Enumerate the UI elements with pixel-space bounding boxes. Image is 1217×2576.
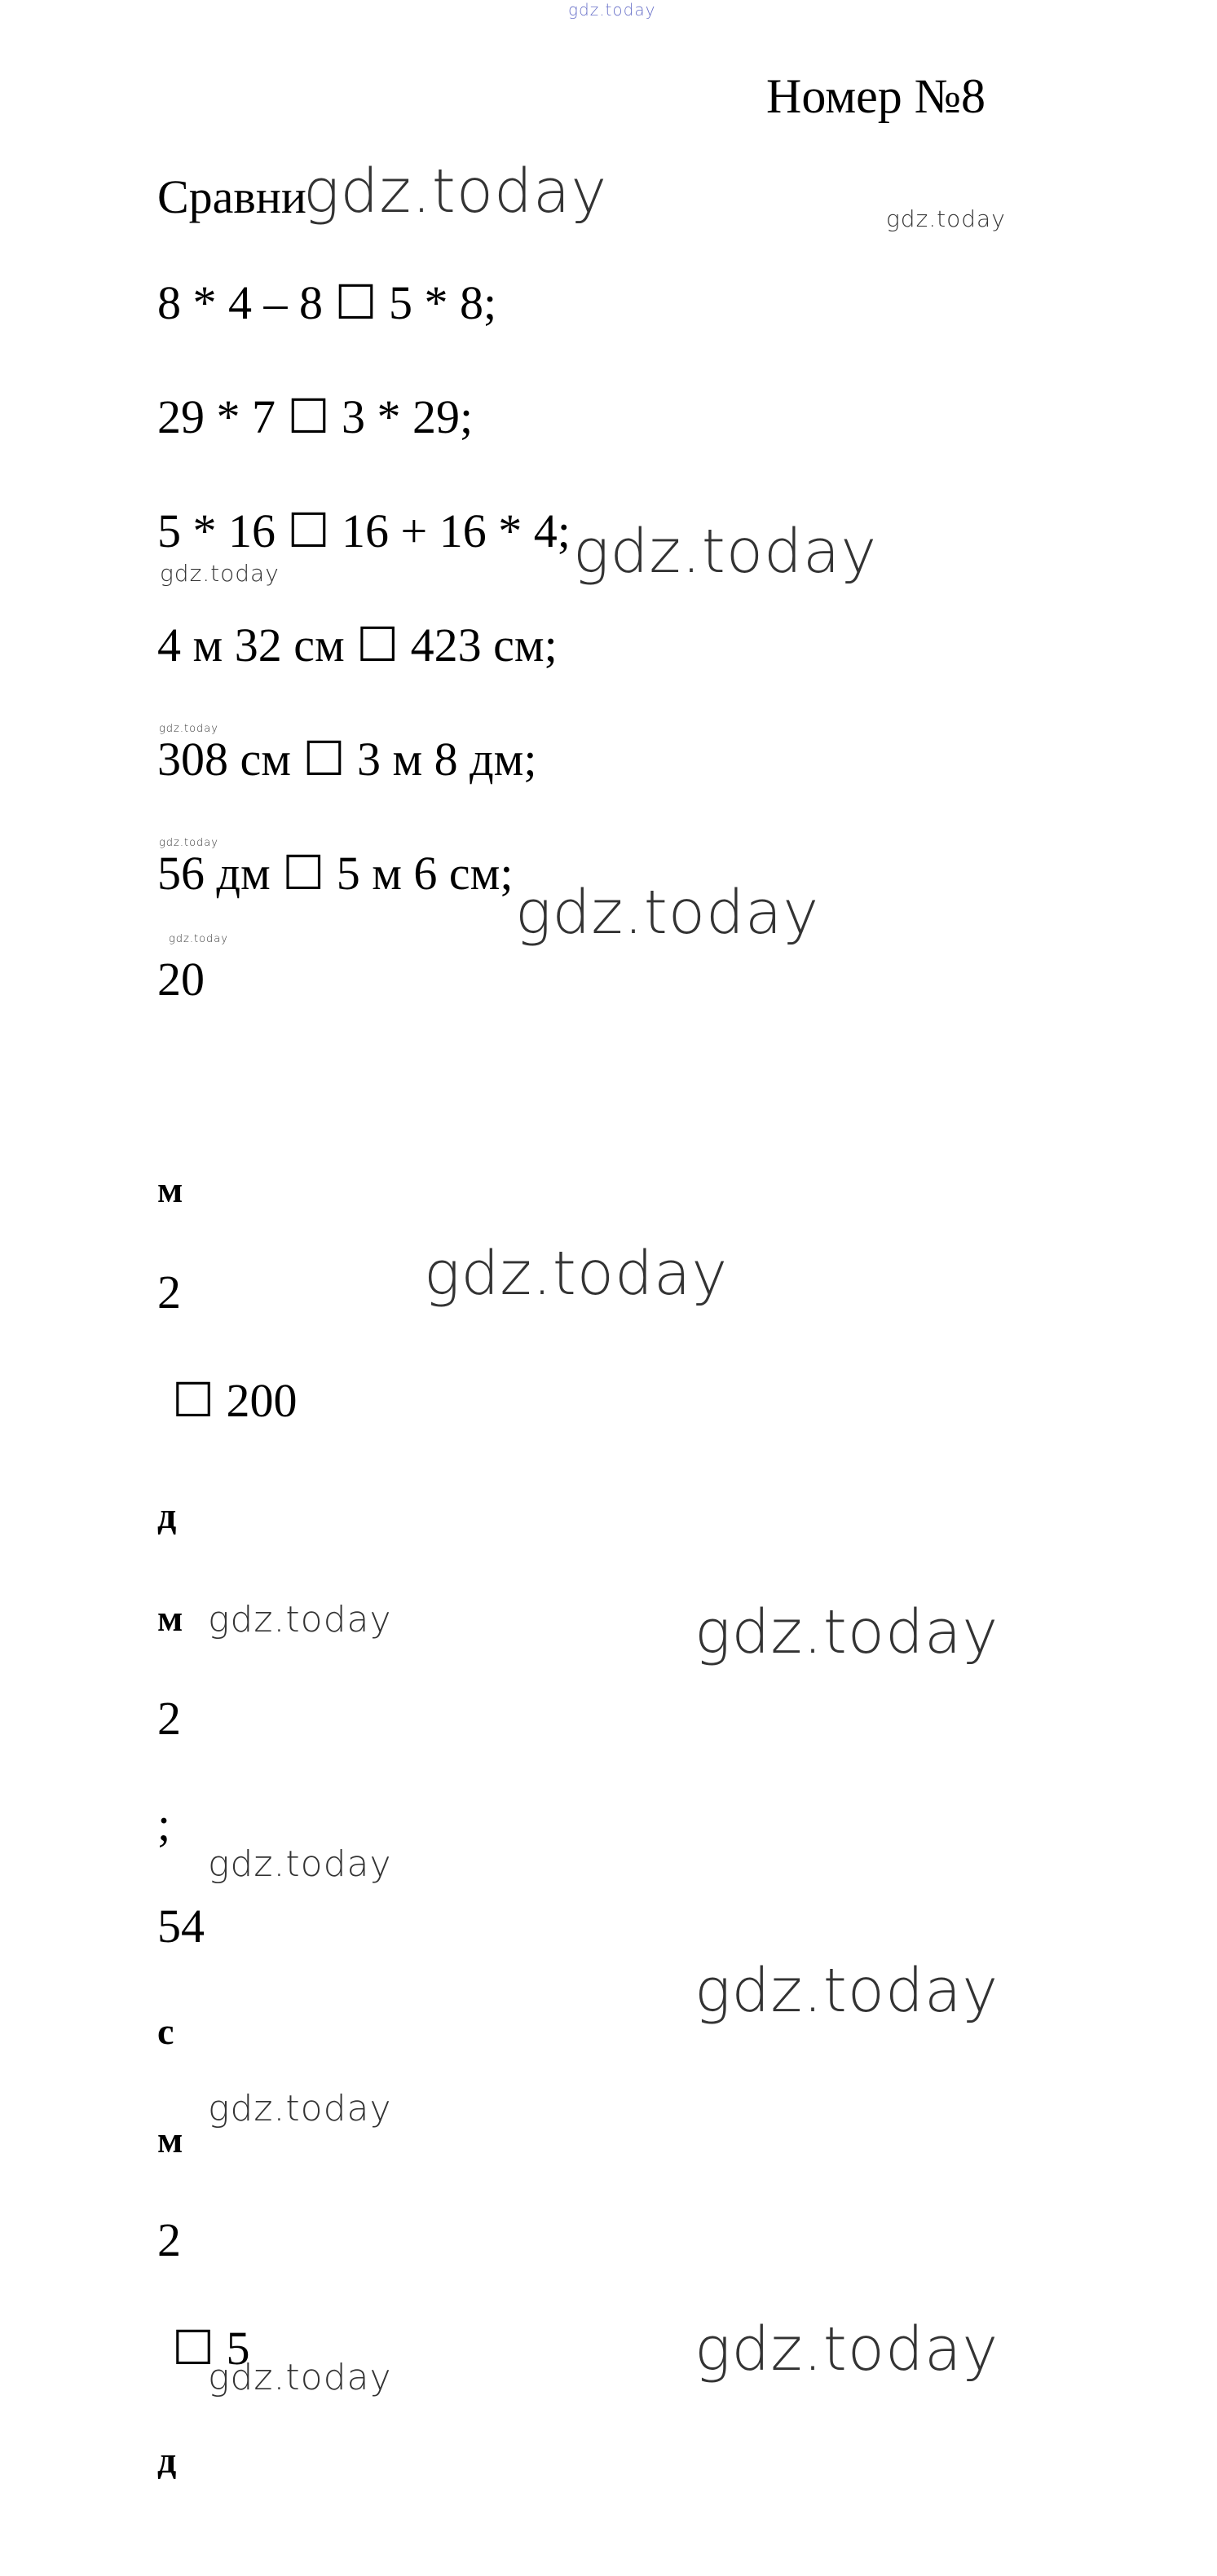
watermark: gdz.today: [208, 1843, 392, 1885]
expression-4: 4 м 32 см ☐ 423 см;: [157, 619, 558, 672]
watermark: gdz.today: [568, 0, 656, 20]
expression-3: 5 * 16 ☐ 16 + 16 * 4;: [157, 504, 571, 557]
watermark: gdz.today: [694, 1956, 999, 2026]
page-title: Номер №8: [766, 69, 986, 123]
fragment-exponent-2-3: 2: [157, 2213, 181, 2266]
fragment-unit-d-2: д: [157, 2439, 177, 2481]
fragment-semicolon: ;: [157, 1798, 171, 1851]
watermark: gdz.today: [160, 560, 280, 587]
watermark: gdz.today: [573, 517, 878, 587]
fragment-exponent-2-1: 2: [157, 1266, 181, 1319]
fragment-unit-d-1: д: [157, 1495, 177, 1536]
fragment-unit-m-1: м: [157, 1169, 183, 1210]
expression-5: 308 см ☐ 3 м 8 дм;: [157, 733, 537, 786]
expression-7: 20: [157, 953, 205, 1006]
watermark: gdz.today: [303, 156, 608, 227]
fragment-unit-m-2: м: [157, 1597, 183, 1639]
watermark: gdz.today: [208, 1599, 392, 1640]
watermark: gdz.today: [694, 1597, 999, 1667]
fragment-unit-m-3: м: [157, 2119, 183, 2160]
watermark: gdz.today: [424, 1239, 729, 1309]
watermark: gdz.today: [159, 723, 218, 735]
watermark: gdz.today: [169, 933, 228, 945]
fragment-exponent-2-2: 2: [157, 1692, 181, 1745]
fragment-unit-s: с: [157, 2010, 174, 2052]
watermark: gdz.today: [208, 2357, 392, 2398]
watermark: gdz.today: [886, 205, 1006, 232]
watermark: gdz.today: [515, 878, 820, 948]
task-prompt: Сравни: [157, 170, 306, 223]
expression-2: 29 * 7 ☐ 3 * 29;: [157, 390, 474, 443]
expression-1: 8 * 4 – 8 ☐ 5 * 8;: [157, 276, 497, 329]
watermark: gdz.today: [159, 837, 218, 849]
expression-6: 56 дм ☐ 5 м 6 см;: [157, 847, 514, 900]
watermark: gdz.today: [208, 2088, 392, 2129]
watermark: gdz.today: [694, 2314, 999, 2384]
fragment-box-200: ☐ 200: [172, 1374, 298, 1427]
fragment-number-54: 54: [157, 1900, 205, 1953]
fragment-box-5: ☐ 5: [172, 2322, 250, 2375]
